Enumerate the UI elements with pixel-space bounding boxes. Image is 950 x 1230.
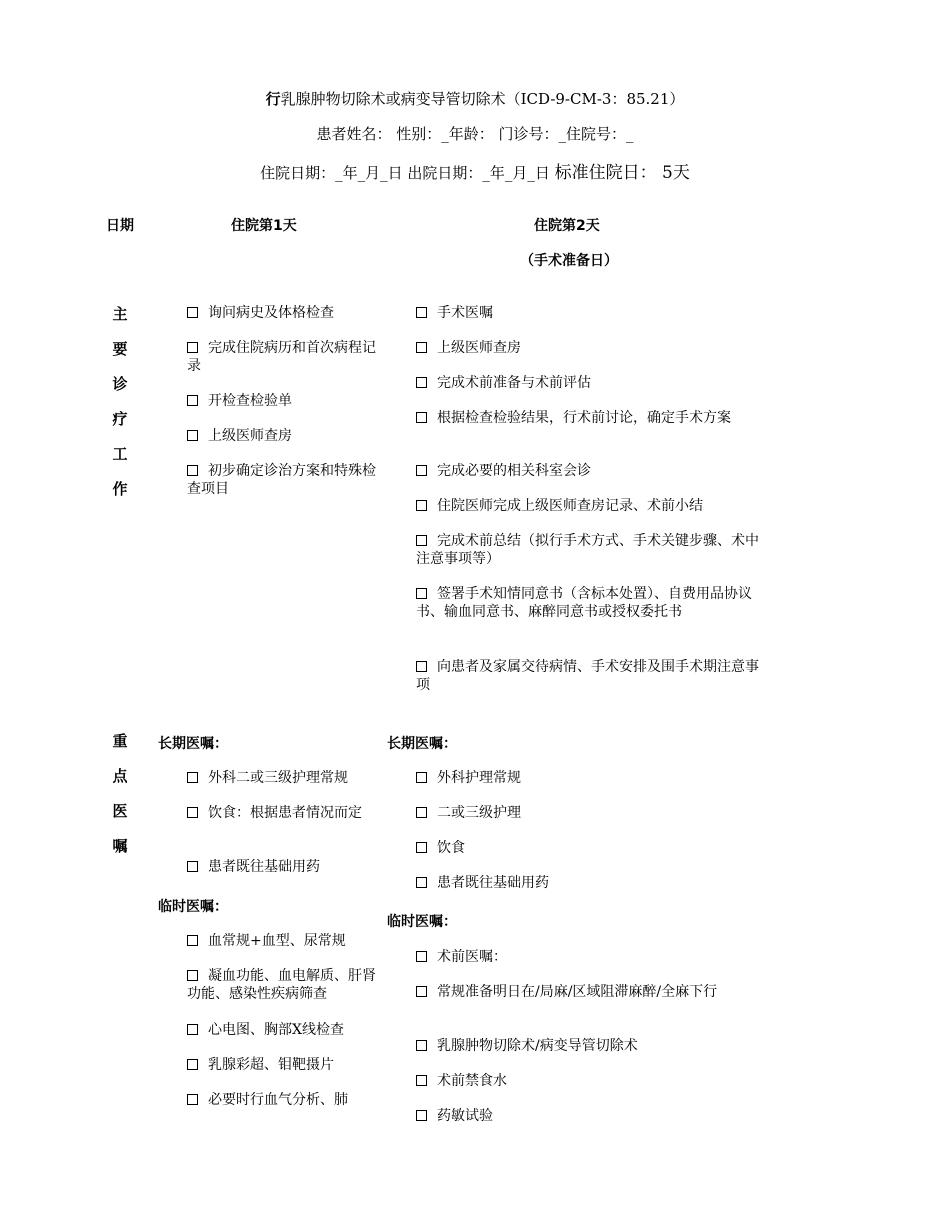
checklist-item xyxy=(416,462,761,480)
checklist-item xyxy=(416,532,761,568)
checkbox-icon[interactable] xyxy=(187,395,198,406)
checklist-item-text: 开检查检验单 xyxy=(208,393,292,409)
checklist-item-text: 乳腺肿物切除术/病变导管切除术 xyxy=(437,1038,638,1054)
section-label-char: 诊 xyxy=(112,375,128,393)
checklist-item-text: 二或三级护理 xyxy=(437,805,521,821)
checkbox-icon[interactable] xyxy=(416,342,427,353)
column-header-day1: 住院第1天 xyxy=(231,218,297,234)
checkbox-icon[interactable] xyxy=(416,1040,427,1051)
checkbox-icon[interactable] xyxy=(187,307,198,318)
section-label-char: 疗 xyxy=(112,410,128,428)
checklist-item-text: 外科护理常规 xyxy=(437,770,521,786)
checkbox-icon[interactable] xyxy=(416,307,427,318)
checklist-item-text: 初步确定诊治方案和特殊检查项目 xyxy=(187,463,376,497)
checkbox-icon[interactable] xyxy=(187,1024,198,1035)
checklist-item-text: 完成术前总结（拟行手术方式、手术关键步骤、术中注意事项等） xyxy=(416,533,759,567)
admission-dates: 住院日期：_年_月_日 出院日期：_年_月_日 xyxy=(260,164,550,182)
checklist-item xyxy=(416,585,761,621)
checklist-item-text: 上级医师查房 xyxy=(208,428,292,444)
checklist-item xyxy=(416,983,761,1001)
checkbox-icon[interactable] xyxy=(416,951,427,962)
day1-temporary-orders-title: 临时医嘱： xyxy=(158,899,228,915)
checklist-item xyxy=(416,304,761,322)
checkbox-icon[interactable] xyxy=(416,842,427,853)
checkbox-icon[interactable] xyxy=(416,772,427,783)
section-label-char: 工 xyxy=(112,445,128,463)
checklist-item-text: 签署手术知情同意书（含标本处置）、自费用品协议书、输血同意书、麻醉同意书或授权委托书 xyxy=(416,586,752,620)
section-label-char: 作 xyxy=(112,480,128,498)
checkbox-icon[interactable] xyxy=(416,500,427,511)
checklist-item xyxy=(416,497,761,515)
checklist-item xyxy=(187,339,387,375)
checklist-item-text: 必要时行血气分析、肺 xyxy=(208,1092,348,1108)
day2-temporary-orders-title: 临时医嘱： xyxy=(387,914,457,930)
checkbox-icon[interactable] xyxy=(416,1075,427,1086)
day2-long-term-orders-title: 长期医嘱： xyxy=(387,736,457,752)
checklist-item xyxy=(416,339,761,357)
checkbox-icon[interactable] xyxy=(187,342,198,353)
checkbox-icon[interactable] xyxy=(416,465,427,476)
checklist-item xyxy=(187,304,387,322)
checklist-item xyxy=(416,409,761,427)
checklist-item xyxy=(187,804,387,822)
checklist-item xyxy=(187,967,387,1003)
checklist-item-text: 常规准备明日在/局麻/区域阻滞麻醉/全麻下行 xyxy=(437,984,718,1000)
checklist-item-text: 完成住院病历和首次病程记录 xyxy=(187,340,376,374)
checklist-item-text: 手术医嘱 xyxy=(437,305,493,321)
checklist-item xyxy=(416,658,761,694)
checklist-item xyxy=(187,462,387,498)
checklist-item xyxy=(187,392,387,410)
patient-info-line: 患者姓名： 性别：_年龄： 门诊号：_住院号：_ xyxy=(316,125,634,143)
section-label-char: 主 xyxy=(112,305,128,323)
checklist-item-text: 根据检查检验结果，行术前讨论，确定手术方案 xyxy=(437,410,731,426)
checklist-item xyxy=(187,1091,387,1109)
checklist-item-text: 血常规+血型、尿常规 xyxy=(208,933,346,949)
checklist-item-text: 询问病史及体格检查 xyxy=(208,305,334,321)
checkbox-icon[interactable] xyxy=(187,772,198,783)
checklist-item-text: 饮食：根据患者情况而定 xyxy=(208,805,362,821)
column-header-day2-subtitle: （手术准备日） xyxy=(520,253,618,269)
dates-line xyxy=(0,158,950,183)
checklist-item-text: 乳腺彩超、钼靶摄片 xyxy=(208,1057,334,1073)
section-label-char: 要 xyxy=(112,340,128,358)
checkbox-icon[interactable] xyxy=(187,1059,198,1070)
checklist-item-text: 术前禁食水 xyxy=(437,1073,507,1089)
checkbox-icon[interactable] xyxy=(416,377,427,388)
checklist-item-text: 完成必要的相关科室会诊 xyxy=(437,463,591,479)
checklist-item xyxy=(416,804,761,822)
checklist-item-text: 患者既往基础用药 xyxy=(208,859,320,875)
checkbox-icon[interactable] xyxy=(187,465,198,476)
column-header-day2: 住院第2天 xyxy=(534,218,600,234)
checkbox-icon[interactable] xyxy=(416,807,427,818)
checklist-item xyxy=(187,932,387,950)
column-header-date: 日期 xyxy=(106,218,134,234)
section-label-char: 嘱 xyxy=(112,837,128,855)
checkbox-icon[interactable] xyxy=(187,1094,198,1105)
standard-stay: 标准住院日： 5天 xyxy=(554,163,690,183)
checklist-item-text: 饮食 xyxy=(437,840,465,856)
checkbox-icon[interactable] xyxy=(416,877,427,888)
checkbox-icon[interactable] xyxy=(187,807,198,818)
section-label-char: 医 xyxy=(112,802,128,820)
checklist-item xyxy=(416,374,761,392)
checkbox-icon[interactable] xyxy=(416,661,427,672)
checklist-item xyxy=(416,948,761,966)
checklist-item xyxy=(187,858,387,876)
checklist-item xyxy=(187,427,387,445)
checklist-item-text: 完成术前准备与术前评估 xyxy=(437,375,591,391)
section-label-char: 重 xyxy=(112,732,128,750)
day1-long-term-orders-title: 长期医嘱： xyxy=(158,736,228,752)
checklist-item-text: 上级医师查房 xyxy=(437,340,521,356)
checklist-item xyxy=(187,1021,387,1039)
checkbox-icon[interactable] xyxy=(187,970,198,981)
checklist-item-text: 凝血功能、血电解质、肝肾功能、感染性疾病筛查 xyxy=(187,968,376,1002)
checklist-item-text: 药敏试验 xyxy=(437,1108,493,1124)
section-label-char: 点 xyxy=(112,767,128,785)
checklist-item xyxy=(187,1056,387,1074)
checklist-item xyxy=(187,769,387,787)
checkbox-icon[interactable] xyxy=(416,1110,427,1121)
checklist-item-text: 向患者及家属交待病情、手术安排及围手术期注意事项 xyxy=(416,659,759,693)
checklist-item xyxy=(416,1107,761,1125)
checkbox-icon[interactable] xyxy=(416,588,427,599)
checklist-item xyxy=(416,1037,761,1055)
checklist-item xyxy=(416,769,761,787)
checklist-item xyxy=(416,874,761,892)
checklist-item xyxy=(416,1072,761,1090)
checklist-item-text: 住院医师完成上级医师查房记录、术前小结 xyxy=(437,498,703,514)
checklist-item-text: 心电图、胸部X线检查 xyxy=(208,1022,344,1038)
checklist-item xyxy=(416,839,761,857)
checkbox-icon[interactable] xyxy=(187,430,198,441)
checklist-item-text: 外科二或三级护理常规 xyxy=(208,770,348,786)
document-title: 行乳腺肿物切除术或病变导管切除术（ICD-9-CM-3：85.21） xyxy=(265,90,685,108)
checkbox-icon[interactable] xyxy=(416,412,427,423)
checkbox-icon[interactable] xyxy=(187,861,198,872)
checkbox-icon[interactable] xyxy=(416,986,427,997)
checklist-item-text: 患者既往基础用药 xyxy=(437,875,549,891)
checkbox-icon[interactable] xyxy=(416,535,427,546)
checkbox-icon[interactable] xyxy=(187,935,198,946)
checklist-item-text: 术前医嘱： xyxy=(437,949,507,965)
